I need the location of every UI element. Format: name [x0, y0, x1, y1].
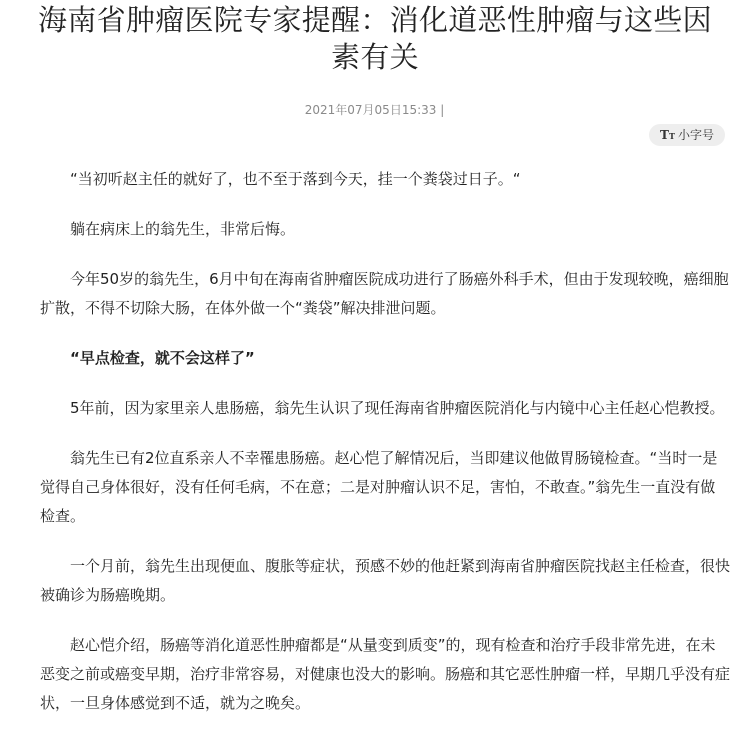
font-size-icon-small-t: T — [668, 131, 675, 141]
paragraph: “当初听赵主任的就好了，也不至于落到今天，挂一个粪袋过日子。“ — [70, 170, 521, 188]
paragraph: 翁先生已有2位直系亲人不幸罹患肠癌。赵心恺了解情况后，当即建议他做胃肠镜检查。“当时一是觉得自己身体很好，没有任何毛病，不在意；二是对肿瘤认识不足，害怕，不敢查。”翁先生一直没有做检查。 — [40, 449, 718, 525]
paragraph: 5年前，因为家里亲人患肠癌，翁先生认识了现任海南省肿瘤医院消化与内镜中心主任赵心恺教授。 — [70, 399, 725, 417]
paragraph: 今年50岁的翁先生，6月中旬在海南省肿瘤医院成功进行了肠癌外科手术，但由于发现较晚，癌细胞扩散，不得不切除大肠，在体外做一个“粪袋”解决排泄问题。 — [40, 270, 729, 317]
font-size-toggle-button[interactable] — [649, 124, 725, 146]
font-size-icon-big-t: T — [660, 128, 669, 142]
publish-meta: 2021年07月05日15:33 | — [304, 103, 445, 117]
article-body — [40, 165, 730, 739]
paragraph: 躺在病床上的翁先生，非常后悔。 — [70, 220, 296, 238]
font-size-toggle-label: 小字号 — [677, 128, 714, 142]
paragraph: 赵心恺介绍，肠癌等消化道恶性肿瘤都是“从量变到质变”的，现有检查和治疗手段非常先进，在未恶变之前或癌变早期，治疗非常容易，对健康也没大的影响。肠癌和其它恶性肿瘤一样，早期几乎没有症状，一旦身体感觉到不适，就为之晚矣。 — [40, 636, 731, 712]
paragraph: 一个月前，翁先生出现便血、腹胀等症状，预感不妙的他赶紧到海南省肿瘤医院找赵主任检查，很快被确诊为肠癌晚期。 — [40, 557, 731, 604]
article-title: 海南省肿瘤医院专家提醒：消化道恶性肿瘤与这些因素有关 — [38, 3, 712, 74]
section-subheading: “早点检查，就不会这样了” — [70, 349, 255, 367]
font-size-icon — [660, 128, 675, 142]
